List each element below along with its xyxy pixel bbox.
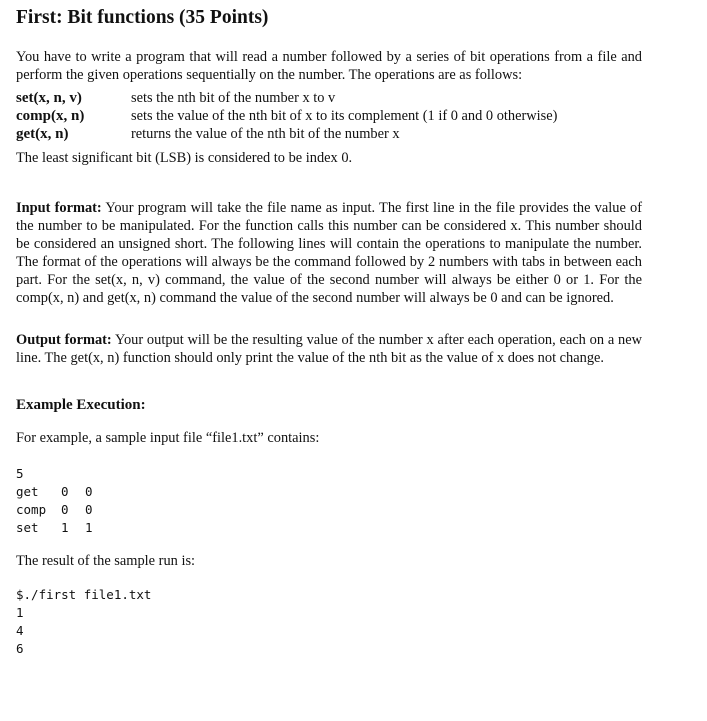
- code-line: [16, 519, 642, 537]
- code-line: [16, 483, 642, 501]
- function-name: comp(x, n): [16, 108, 85, 124]
- example-heading: Example Execution:: [16, 397, 146, 413]
- code-line: [16, 640, 642, 658]
- output-format-label: Output format:: [16, 332, 112, 348]
- code-line: [16, 465, 642, 483]
- function-row: [16, 125, 642, 143]
- intro-paragraph: You have to write a program that will read a number followed by a series of bit operations from a file and perform the given operations sequentially on the number. The operations are as follows:: [16, 49, 642, 83]
- lsb-note: The least significant bit (LSB) is considered to be index 0.: [16, 150, 353, 166]
- function-row: [16, 89, 642, 107]
- output-value: 6: [16, 641, 24, 656]
- arg: 1: [85, 520, 93, 535]
- arg: 0: [85, 484, 93, 499]
- run-command: $./first file1.txt: [16, 587, 152, 602]
- command: set: [16, 520, 39, 535]
- output-value: 1: [16, 605, 24, 620]
- input-number: 5: [16, 466, 24, 481]
- arg: 0: [61, 502, 69, 517]
- code-line: [16, 604, 642, 622]
- input-file-code-block: [16, 465, 642, 537]
- code-line: [16, 501, 642, 519]
- output-value: 4: [16, 623, 24, 638]
- arg: 1: [61, 520, 69, 535]
- example-intro: For example, a sample input file “file1.txt” contains:: [16, 430, 320, 446]
- arg: 0: [85, 502, 93, 517]
- output-code-block: [16, 586, 642, 658]
- function-description: sets the nth bit of the number x to v: [131, 90, 336, 106]
- command: get: [16, 484, 39, 499]
- output-format-paragraph: [16, 331, 642, 367]
- command: comp: [16, 502, 47, 517]
- function-description: sets the value of the nth bit of x to its complement (1 if 0 and 0 otherwise): [131, 108, 558, 124]
- code-line: [16, 622, 642, 640]
- input-format-paragraph: [16, 199, 642, 307]
- input-format-text: Your program will take the file name as input. The first line in the file provides the value of the number to be manipulated. For the function calls this number can be considered x. This number should be considered an unsigned short. The following lines will contain the operations to manipulate the number. The format of the operations will always be the command followed by 2 numbers with tabs in between each part. For the set(x, n, v) command, the value of the second number will always be either 0 or 1. For the comp(x, n) and get(x, n) command the value of the second number will always be 0 and can be ignored.: [16, 200, 642, 306]
- code-line: [16, 586, 642, 604]
- input-format-label: Input format:: [16, 200, 102, 216]
- function-name: get(x, n): [16, 126, 69, 142]
- result-intro: The result of the sample run is:: [16, 553, 196, 569]
- document-page: [16, 6, 642, 658]
- function-list: [16, 89, 642, 143]
- function-description: returns the value of the nth bit of the number x: [131, 126, 400, 142]
- function-name: set(x, n, v): [16, 90, 82, 106]
- function-row: [16, 107, 642, 125]
- arg: 0: [61, 484, 69, 499]
- output-format-text: Your output will be the resulting value of the number x after each operation, each on a new line. The get(x, n) function should only print the value of the nth bit as the value of x does not change.: [16, 332, 642, 366]
- page-title: First: Bit functions (35 Points): [16, 7, 269, 28]
